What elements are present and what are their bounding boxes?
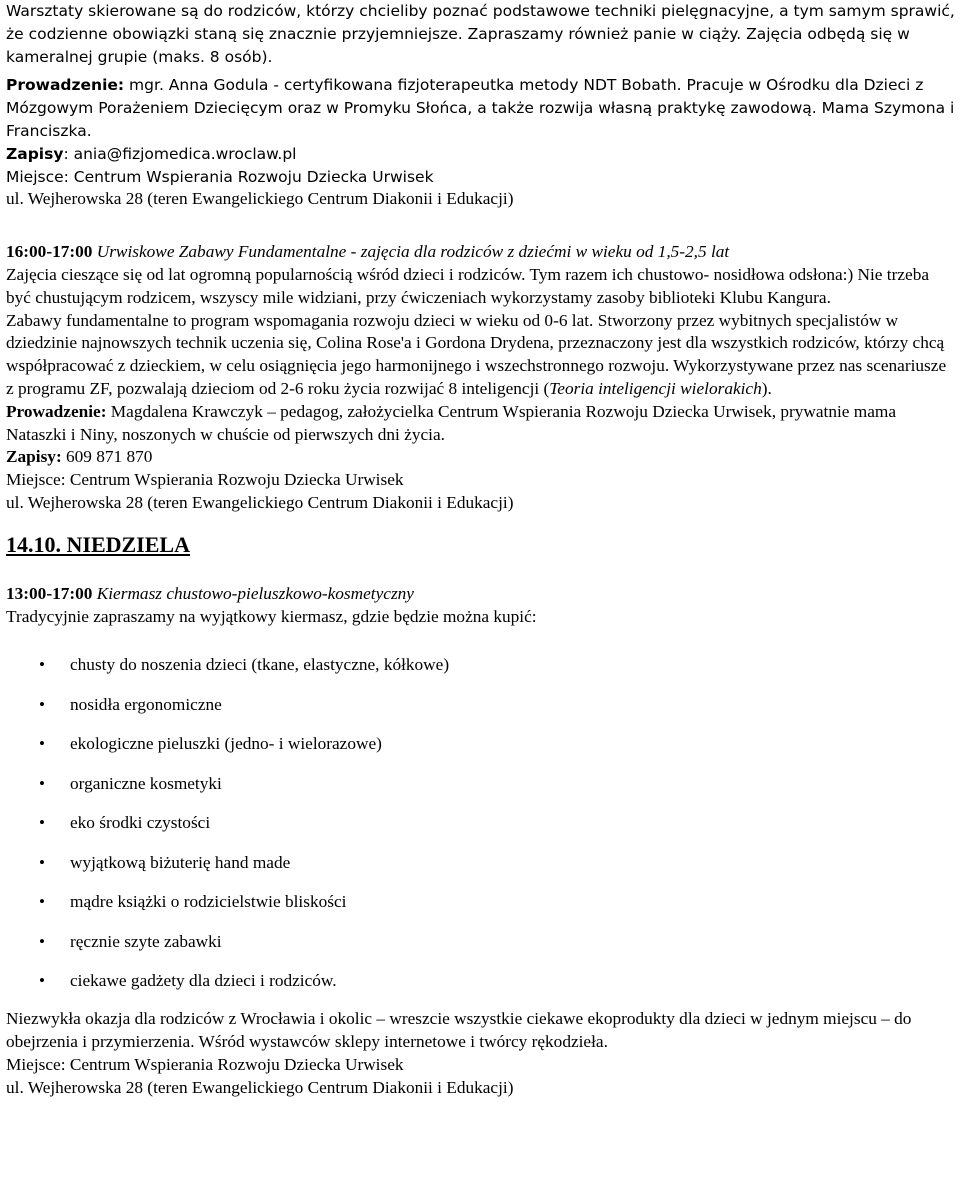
workshop-intro: Warsztaty skierowane są do rodziców, którzy chcieliby poznać podstawowe techniki pielęgnacyjne, a tym samym sprawić, że codzienne obowiązki staną się znacznie przyjemniejsze. Zapraszamy również panie w ciąży. Zajęcia odbędą się w kameralnej grupie (maks. 8 osób). xyxy=(6,2,955,66)
workshop-address: ul. Wejherowska 28 (teren Ewangelickiego Centrum Diakonii i Edukacji) xyxy=(6,189,514,209)
event-address: ul. Wejherowska 28 (teren Ewangelickiego Centrum Diakonii i Edukacji) xyxy=(6,492,514,512)
list-item: • organiczne kosmetyki xyxy=(6,773,956,813)
list-item: • ręcznie szyte zabawki xyxy=(6,931,956,971)
list-item: • nosidła ergonomiczne xyxy=(6,694,956,734)
bullet-icon: • xyxy=(39,773,45,793)
event-heading xyxy=(6,241,956,264)
list-item: • chusty do noszenia dzieci (tkane, elastyczne, kółkowe) xyxy=(6,654,956,694)
bullet-icon: • xyxy=(39,813,45,833)
fair-heading xyxy=(6,583,956,606)
bullet-icon: • xyxy=(39,931,45,951)
list-item: • eko środki czystości xyxy=(6,812,956,852)
fair-place: Miejsce: Centrum Wspierania Rozwoju Dziecka Urwisek xyxy=(6,1054,404,1074)
fair-outro: Niezwykła okazja dla rodziców z Wrocławia i okolic – wreszcie wszystkie ciekawe ekoprodukty dla dzieci w jednym miejscu – do obejrzenia i przymierzenia. Wśród wystawców sklepy internetowe i twórcy rękodzieła. xyxy=(6,1009,912,1052)
leader-text: Magdalena Krawczyk – pedagog, założycielka Centrum Wspierania Rozwoju Dziecka Urwisek, prywatnie mama Nataszki i Niny, noszonych w chuście od pierwszych dni życia. xyxy=(6,401,896,444)
signup-label: Zapisy: xyxy=(6,447,62,467)
event-title: Urwiskowe Zabawy Fundamentalne xyxy=(96,242,347,262)
bullet-icon: • xyxy=(39,734,45,754)
signup-label: Zapisy xyxy=(6,144,64,163)
leader-label: Prowadzenie: xyxy=(6,401,107,421)
leader-text: mgr. Anna Godula - certyfikowana fizjoterapeutka metody NDT Bobath. Pracuje w Ośrodku dla Dzieci z Mózgowym Porażeniem Dziecięcym oraz w Promyku Słońca, a także rozwija własną praktykę zawodową. Mama Szymona i Franciszka. xyxy=(6,76,955,140)
signup-email: : ania@fizjomedica.wroclaw.pl xyxy=(63,144,297,163)
list-item: • ekologiczne pieluszki (jedno- i wielorazowe) xyxy=(6,733,956,773)
event-description-1: Zajęcia cieszące się od lat ogromną popularnością wśród dzieci i rodziców. Tym razem ich chustowo- nosidłowa odsłona:) Nie trzeba być chustującym rodzicem, wszyscy mile widziani, przy ćwiczeniach wykorzystamy zasoby biblioteki Klubu Kangura. xyxy=(6,264,930,307)
fair-time: 13:00-17:00 xyxy=(6,583,93,603)
fair-intro: Tradycyjnie zapraszamy na wyjątkowy kiermasz, gdzie będzie można kupić: xyxy=(6,606,537,626)
section-babywearing-workshop xyxy=(6,0,956,211)
bullet-icon: • xyxy=(39,892,45,912)
list-item: • ciekawe gadżety dla dzieci i rodziców. xyxy=(6,970,956,996)
section-fundamental-play xyxy=(6,241,956,515)
fair-address: ul. Wejherowska 28 (teren Ewangelickiego Centrum Diakonii i Edukacji) xyxy=(6,1077,514,1097)
bullet-icon: • xyxy=(39,655,45,675)
list-item: • wyjątkową biżuterię hand made xyxy=(6,852,956,892)
workshop-leader xyxy=(6,74,956,142)
day-heading: 14.10. NIEDZIELA xyxy=(6,531,190,557)
event-place: Miejsce: Centrum Wspierania Rozwoju Dziecka Urwisek xyxy=(6,470,404,490)
bullet-icon: • xyxy=(39,852,45,872)
section-fair xyxy=(6,583,956,1100)
event-leader xyxy=(6,401,956,447)
workshop-signup xyxy=(6,143,956,166)
event-subtitle: zajęcia dla rodziców z dziećmi w wieku od 1,5-2,5 lat xyxy=(360,242,730,262)
bullet-icon: • xyxy=(39,971,45,991)
list-item: • mądre książki o rodzicielstwie bliskości xyxy=(6,891,956,931)
signup-phone: 609 871 870 xyxy=(61,447,153,467)
document-page xyxy=(6,0,956,1100)
event-description-2: Zabawy fundamentalne to program wspomagania rozwoju dzieci w wieku od 0-6 lat. Stworzony przez wybitnych specjalistów w dziedzinie najnowszych technik uczenia się, Colina Rose'a i Gordona Drydena, przeznaczony jest dla wszystkich rodziców, którzy chcą współpracować z dzieckiem, w celu osiągnięcia jego harmonijnego i wszechstronnego rozwoju. Wykorzystywane przez nas scenariusze z programu ZF, pozwalają dzieciom od 2-6 roku życia rozwijać 8 inteligencji (Teoria inteligencji wielorakich). xyxy=(6,310,947,398)
workshop-place: Miejsce: Centrum Wspierania Rozwoju Dziecka Urwisek xyxy=(6,167,434,186)
theory-name: Teoria inteligencji wielorakich xyxy=(549,378,762,398)
fair-items-list xyxy=(6,654,956,996)
leader-label: Prowadzenie: xyxy=(6,76,125,95)
title-separator: - xyxy=(346,242,361,262)
bullet-icon: • xyxy=(39,694,45,714)
event-time: 16:00-17:00 xyxy=(6,242,93,262)
event-signup xyxy=(6,446,956,469)
fair-title: Kiermasz chustowo-pieluszkowo-kosmetyczny xyxy=(96,583,414,603)
